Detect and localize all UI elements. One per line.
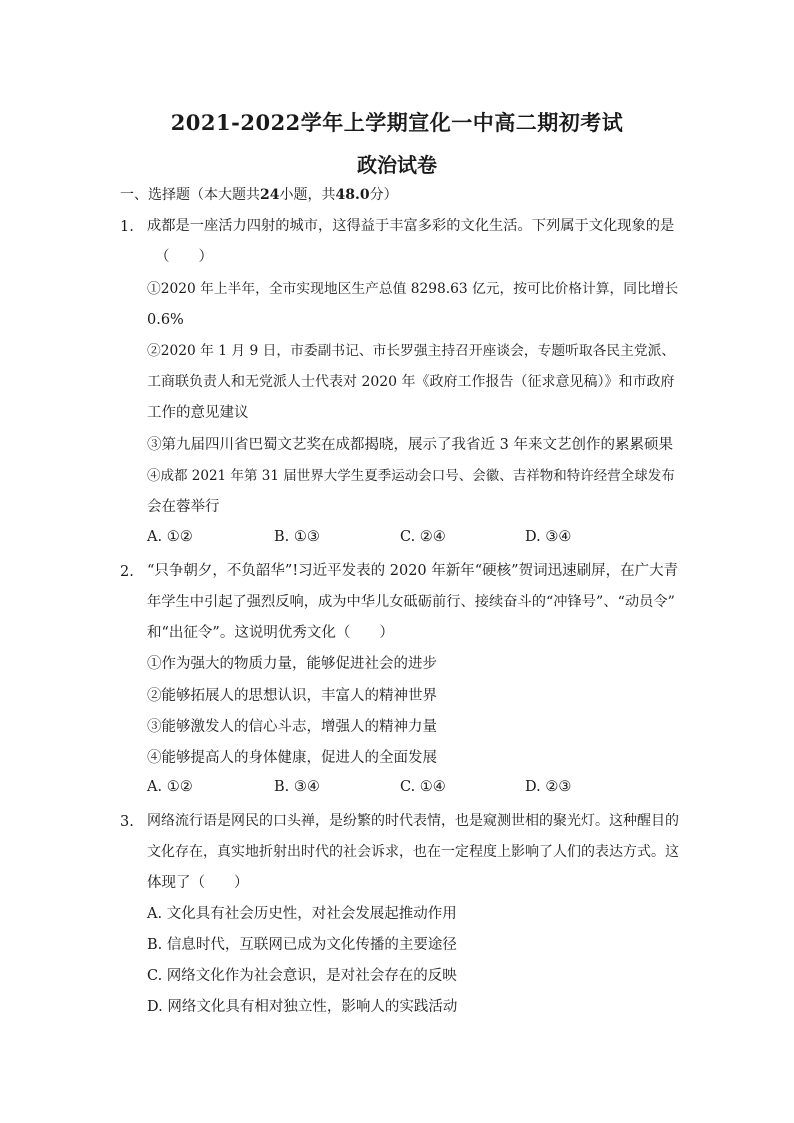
option-b[interactable]: B. 信息时代，互联网已成为文化传播的主要途径	[147, 937, 457, 953]
option-c[interactable]: C. ①④	[400, 779, 446, 795]
statement-1: ①2020 年上半年，全市实现地区生产总值 8298.63 亿元，按可比价格计算，同比增长	[147, 281, 679, 297]
statement-1-cont: 0.6%	[147, 312, 184, 328]
statement-4-cont: 会在蓉举行	[147, 499, 220, 515]
exam-subtitle: 政治试卷	[357, 153, 437, 177]
statement-3: ③第九届四川省巴蜀文艺奖在成都揭晓，展示了我省近 3 年来文艺创作的累累硕果	[147, 437, 673, 453]
statement-2-cont: 工商联负责人和无党派人士代表对 2020 年《政府工作报告（征求意见稿）》和市政府	[147, 374, 675, 390]
section-label-prefix: 一、选择题（本大题共	[120, 187, 260, 203]
question-text-line: 和“出征令”。这说明优秀文化（ ）	[147, 625, 394, 641]
option-a[interactable]: A. ①②	[147, 779, 193, 795]
question-number: 1.	[120, 219, 134, 235]
exam-title: 2021-2022学年上学期宣化一中高二期初考试	[170, 110, 624, 135]
question-text-line: 成都是一座活力四射的城市，这得益于丰富多彩的文化生活。下列属于文化现象的是	[147, 218, 675, 234]
statement-3: ③能够激发人的信心斗志，增强人的精神力量	[147, 719, 437, 735]
question-text-line: （ ）	[155, 249, 213, 265]
option-d[interactable]: D. ③④	[525, 529, 572, 545]
statement-2-cont: 工作的意见建议	[147, 405, 249, 421]
question-text-line: 文化存在，真实地折射出时代的社会诉求，也在一定程度上影响了人们的表达方式。这	[147, 844, 679, 860]
option-d[interactable]: D. 网络文化具有相对独立性，影响人的实践活动	[147, 999, 458, 1015]
question-text-line: “只争朝夕，不负韶华”!习近平发表的 2020 年新年“硬核”贺词迅速刷屏，在广大青	[147, 563, 679, 579]
question-text-line: 年学生中引起了强烈反响，成为中华儿女砥砺前行、接续奋斗的“冲锋号”、“动员令”	[147, 594, 675, 610]
option-a[interactable]: A. 文化具有社会历史性，对社会发展起推动作用	[147, 906, 457, 922]
statement-2: ②2020 年 1 月 9 日，市委副书记、市长罗强主持召开座谈会，专题听取各民主党派、	[147, 343, 676, 359]
section-score: 48.0	[335, 187, 370, 203]
option-c[interactable]: C. ②④	[400, 529, 446, 545]
section-count: 24	[260, 187, 280, 203]
option-c[interactable]: C. 网络文化作为社会意识，是对社会存在的反映	[147, 968, 457, 984]
statement-1: ①作为强大的物质力量，能够促进社会的进步	[147, 656, 437, 672]
question-text-line: 网络流行语是网民的口头禅，是纷繁的时代表情，也是窥测世相的聚光灯。这种醒目的	[147, 813, 679, 829]
statement-4: ④能够提高人的身体健康，促进人的全面发展	[147, 750, 437, 766]
option-b[interactable]: B. ③④	[274, 779, 320, 795]
section-heading	[120, 184, 398, 204]
option-d[interactable]: D. ②③	[525, 779, 572, 795]
section-label-suffix: 分）	[369, 187, 398, 203]
statement-4: ④成都 2021 年第 31 届世界大学生夏季运动会口号、会徽、吉祥物和特许经营全球发布	[147, 468, 675, 484]
option-b[interactable]: B. ①③	[274, 529, 320, 545]
question-number: 3.	[120, 814, 134, 830]
statement-2: ②能够拓展人的思想认识，丰富人的精神世界	[147, 688, 437, 704]
option-a[interactable]: A. ①②	[147, 529, 193, 545]
question-text-line: 体现了（ ）	[147, 875, 249, 891]
question-number: 2.	[120, 564, 134, 580]
section-label-mid: 小题，共	[279, 187, 336, 203]
